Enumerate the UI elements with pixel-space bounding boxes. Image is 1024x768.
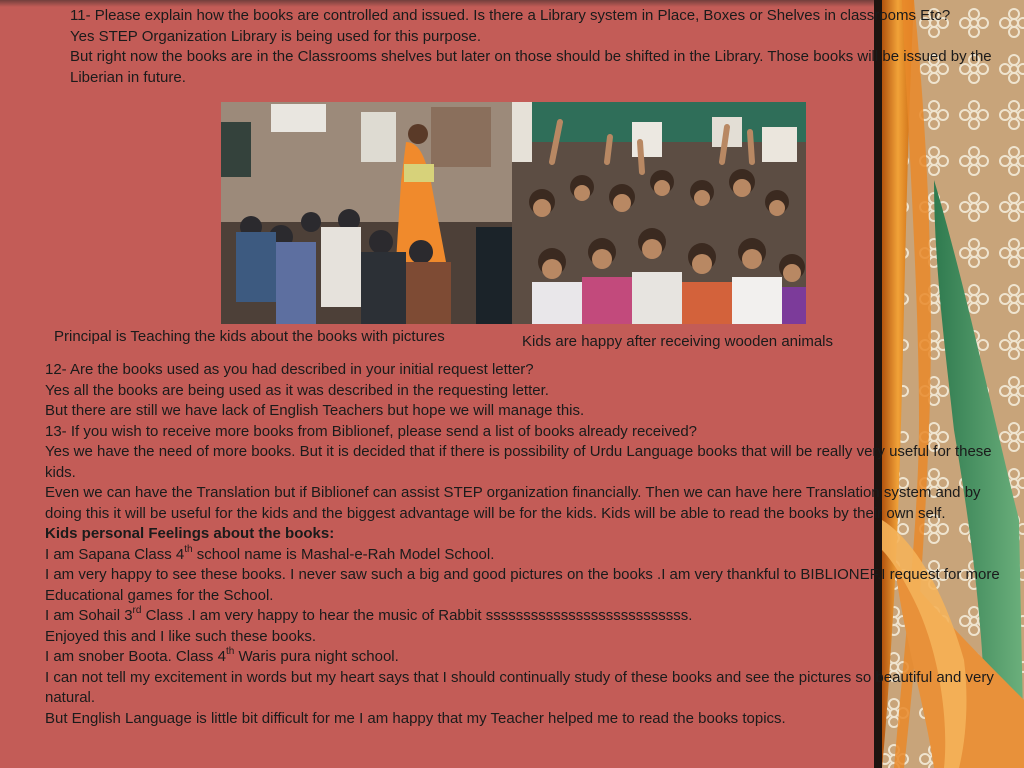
- kid-1-intro-b: school name is Mashal-e-Rah Model School.: [192, 545, 495, 563]
- kid-2-text: Enjoyed this and I like such these books.: [45, 627, 316, 645]
- kid-3-text-2: But English Language is little bit difficult for me I am happy that my Teacher helped me to read the books topics.: [45, 709, 786, 727]
- question-11-block: [70, 6, 1015, 88]
- question-11: 11- Please explain how the books are controlled and issued. Is there a Library system in Place, Boxes or Shelves in classrooms Etc?: [70, 7, 951, 24]
- question-13-answer-1: Yes we have the need of more books. But it is decided that if there is possibility of Urdu Language books that will be really very useful for these kids.: [45, 443, 992, 481]
- photo-kids-happy: [512, 102, 806, 324]
- kid-3-intro-a: I am snober Boota. Class 4: [45, 648, 226, 665]
- kid-3-intro-b: Waris pura night school.: [234, 648, 399, 665]
- question-13-answer-2: Even we can have the Translation but if Biblionef can assist STEP organization financially. Then we can have here Translation system and by doing this it will be useful for the kids and the biggest advantage will be for the kids. Kids will be able to read the books by their own self.: [45, 484, 981, 522]
- kid-1-intro-a: I am Sapana Class 4: [45, 545, 185, 563]
- kid-2-intro-a: I am Sohail 3: [45, 607, 133, 624]
- caption-right: Kids are happy after receiving wooden animals: [522, 333, 834, 350]
- kid-1-text: I am very happy to see these books. I never saw such a big and good pictures on the books .I am very thankful to BIBLIONEF.I request for more Educational games for the School.: [45, 566, 1000, 604]
- question-13: 13- If you wish to receive more books from Biblionef, please send a list of books already received?: [45, 422, 698, 440]
- kid-3-text: I can not tell my excitement in words but my heart says that I should continually study of these books and see the pictures so beautiful and very natural.: [45, 668, 994, 706]
- kid-1-intro: [45, 545, 1005, 566]
- question-12-answer-1: Yes all the books are being used as it was described in the requesting letter.: [45, 381, 549, 399]
- caption-left: Principal is Teaching the kids about the books with pictures: [54, 328, 445, 345]
- kid-2-intro-b: Class .I am very happy to hear the music of Rabbit sssssssssssssssssssssssssss.: [141, 607, 693, 624]
- kid-1-sup: th: [184, 543, 193, 555]
- kid-2-intro: [45, 606, 1005, 627]
- question-12: 12- Are the books used as you had described in your initial request letter?: [45, 361, 534, 378]
- question-11-answer-2: But right now the books are in the Classrooms shelves but later on those should be shifted in the Library. Those books will be issued by the Liberian in future.: [70, 48, 992, 86]
- kids-raising-hands-image: [512, 102, 806, 324]
- photo-principal-teaching: [221, 102, 512, 324]
- classroom-teaching-image: [221, 102, 512, 324]
- kid-2-sup: rd: [132, 605, 142, 616]
- kid-3-intro: [45, 647, 1005, 668]
- question-12-answer-2: But there are still we have lack of English Teachers but hope we will manage this.: [45, 402, 585, 419]
- kid-3-sup: th: [225, 646, 235, 657]
- body-block: [45, 360, 1005, 729]
- question-11-answer-1: Yes STEP Organization Library is being used for this purpose.: [70, 27, 482, 45]
- feelings-heading: Kids personal Feelings about the books:: [45, 525, 335, 542]
